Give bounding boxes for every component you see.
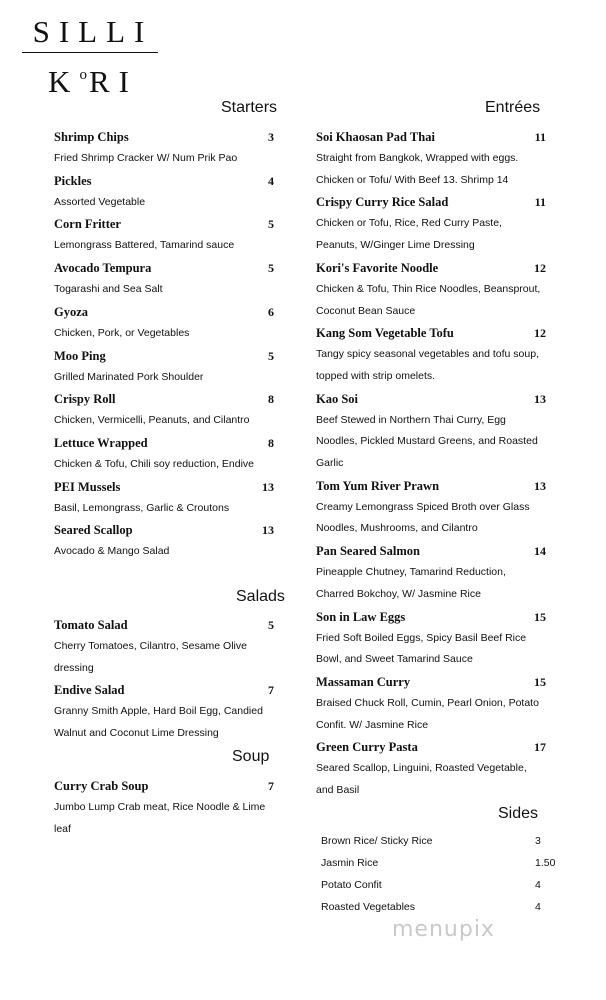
item-price: 13 <box>534 391 546 406</box>
item-name: Kori's Favorite Noodle <box>316 260 439 275</box>
item-desc: Chicken or Tofu, Rice, Red Curry Paste, Peanuts, W/Ginger Lime Dressing <box>316 217 502 252</box>
logo-divider <box>22 52 158 53</box>
menu-item <box>316 736 546 801</box>
menu-item <box>316 671 546 736</box>
item-name: Tom Yum River Prawn <box>316 478 440 493</box>
item-price: 15 <box>534 674 546 689</box>
sides-title: Sides <box>498 805 539 822</box>
menu-item <box>54 775 274 840</box>
item-name: Endive Salad <box>54 683 125 698</box>
item-desc: Straight from Bangkok, Wrapped with eggs. Chicken or Tofu/ With Beef 13. Shrimp 14 <box>316 152 519 186</box>
menu-item <box>54 519 274 563</box>
item-name: Pan Seared Salmon <box>316 544 420 559</box>
starters-list <box>54 126 274 563</box>
menu-item <box>54 614 274 679</box>
item-name: Pickles <box>54 173 92 188</box>
item-name: Crispy Curry Rice Salad <box>316 195 449 210</box>
menu-item <box>316 606 546 671</box>
menu-item <box>54 388 274 432</box>
item-price: 6 <box>268 304 274 319</box>
item-price: 5 <box>268 217 274 232</box>
item-price: 8 <box>268 435 274 450</box>
logo-line-1: SILLI <box>32 14 154 49</box>
item-name: Curry Crab Soup <box>54 779 149 793</box>
item-desc: Pineapple Chutney, Tamarind Reduction, Charred Bokchoy, W/ Jasmine Rice <box>316 566 506 600</box>
item-desc: Fried Shrimp Cracker W/ Num Prik Pao <box>54 152 238 164</box>
menu-item <box>316 540 546 605</box>
watermark: menupix <box>392 917 495 942</box>
menu-item <box>316 388 546 475</box>
salads-list <box>54 614 274 745</box>
menu-item <box>54 345 274 389</box>
side-item <box>321 896 557 918</box>
item-price: 13 <box>262 523 274 538</box>
item-price: 8 <box>268 392 274 407</box>
side-item <box>321 830 557 852</box>
item-price: 12 <box>534 260 546 275</box>
item-desc: Tangy spicy seasonal vegetables and tofu soup, topped with strip omelets. <box>316 348 539 382</box>
side-price: 4 <box>535 879 541 891</box>
side-price: 3 <box>535 835 541 847</box>
item-desc: Chicken & Tofu, Chili soy reduction, Endive <box>54 457 254 470</box>
item-desc: Grilled Marinated Pork Shoulder <box>54 370 204 383</box>
item-name: PEI Mussels <box>54 479 121 494</box>
side-price: 1.50 <box>535 857 556 869</box>
menu-item <box>316 475 546 540</box>
starters-title: Starters <box>221 99 278 116</box>
item-price: 7 <box>268 779 274 793</box>
side-name: Roasted Vegetables <box>321 901 415 913</box>
item-name: Crispy Roll <box>54 392 116 407</box>
item-name: Kao Soi <box>316 391 359 406</box>
item-price: 13 <box>534 478 546 493</box>
menu-item <box>54 432 274 476</box>
item-name: Green Curry Pasta <box>316 740 418 755</box>
item-name: Shrimp Chips <box>54 130 129 144</box>
item-price: 14 <box>534 544 546 559</box>
item-name: Corn Fritter <box>54 217 121 232</box>
item-name: Tomato Salad <box>54 618 128 632</box>
menu-item <box>316 191 546 256</box>
menu-item <box>316 322 546 387</box>
item-desc: Granny Smith Apple, Hard Boil Egg, Candied Walnut and Coconut Lime Dressing <box>54 705 263 740</box>
entrees-list <box>316 126 546 802</box>
menu-item <box>54 213 274 257</box>
item-price: 11 <box>534 130 546 144</box>
item-desc: Lemongrass Battered, Tamarind sauce <box>54 239 235 252</box>
salads-title: Salads <box>236 588 285 605</box>
logo-line-2: $K^oRI$ <box>48 64 138 99</box>
item-price: 7 <box>268 683 274 698</box>
item-price: 3 <box>268 130 274 144</box>
item-desc: Basil, Lemongrass, Garlic & Croutons <box>54 501 230 514</box>
item-price: 5 <box>268 261 274 276</box>
item-price: 11 <box>534 195 546 210</box>
item-name: Kang Som Vegetable Tofu <box>316 326 454 341</box>
item-desc: Togarashi and Sea Salt <box>54 283 163 296</box>
item-desc: Seared Scallop, Linguini, Roasted Vegetable, and Basil <box>316 762 527 797</box>
side-name: Brown Rice/ Sticky Rice <box>321 835 433 847</box>
item-desc: Creamy Lemongrass Spiced Broth over Glass Noodles, Mushrooms, and Cilantro <box>316 500 530 535</box>
menu-item <box>54 301 274 345</box>
item-price: 12 <box>534 326 546 341</box>
item-price: 13 <box>262 479 274 494</box>
item-desc: Chicken & Tofu, Thin Rice Noodles, Beansprout, Coconut Bean Sauce <box>316 282 541 317</box>
sides-list <box>321 830 557 918</box>
item-name: Gyoza <box>54 304 89 319</box>
item-price: 15 <box>534 609 546 624</box>
side-price: 4 <box>535 901 541 913</box>
item-desc: Cherry Tomatoes, Cilantro, Sesame Olive dressing <box>54 640 247 674</box>
item-desc: Chicken, Vermicelli, Peanuts, and Cilantro <box>54 414 250 427</box>
soup-list <box>54 775 274 840</box>
item-name: Soi Khaosan Pad Thai <box>316 130 435 144</box>
item-price: 5 <box>268 348 274 363</box>
soup-title: Soup <box>232 748 270 765</box>
item-name: Seared Scallop <box>54 523 133 538</box>
item-name: Son in Law Eggs <box>316 609 406 624</box>
item-price: 5 <box>268 618 274 632</box>
side-name: Jasmin Rice <box>321 857 379 869</box>
item-name: Avocado Tempura <box>54 261 152 276</box>
item-desc: Beef Stewed in Northern Thai Curry, Egg Noodles, Pickled Mustard Greens, and Roasted Garlic <box>316 413 538 470</box>
item-desc: Assorted Vegetable <box>54 195 146 208</box>
entrees-title: Entrées <box>485 99 541 116</box>
item-desc: Braised Chuck Roll, Cumin, Pearl Onion, Potato Confit. W/ Jasmine Rice <box>316 696 539 731</box>
item-price: 17 <box>534 740 546 755</box>
item-desc: Chicken, Pork, or Vegetables <box>54 326 190 339</box>
item-price: 4 <box>268 173 274 188</box>
item-desc: Fried Soft Boiled Eggs, Spicy Basil Beef Rice Bowl, and Sweet Tamarind Sauce <box>316 631 527 666</box>
menu-item <box>316 126 546 191</box>
item-name: Lettuce Wrapped <box>54 435 148 450</box>
restaurant-logo <box>22 14 158 100</box>
menu-item <box>54 257 274 301</box>
menu-item <box>54 476 274 520</box>
side-item <box>321 852 557 874</box>
item-desc: Jumbo Lump Crab meat, Rice Noodle & Lime leaf <box>54 801 266 835</box>
menu-item <box>54 679 274 744</box>
menu-item <box>316 257 546 322</box>
menu-item <box>54 126 274 170</box>
item-name: Massaman Curry <box>316 674 411 689</box>
menu-item <box>54 170 274 214</box>
item-desc: Avocado & Mango Salad <box>54 545 170 558</box>
side-item <box>321 874 557 896</box>
side-name: Potato Confit <box>321 879 382 891</box>
item-name: Moo Ping <box>54 348 106 363</box>
